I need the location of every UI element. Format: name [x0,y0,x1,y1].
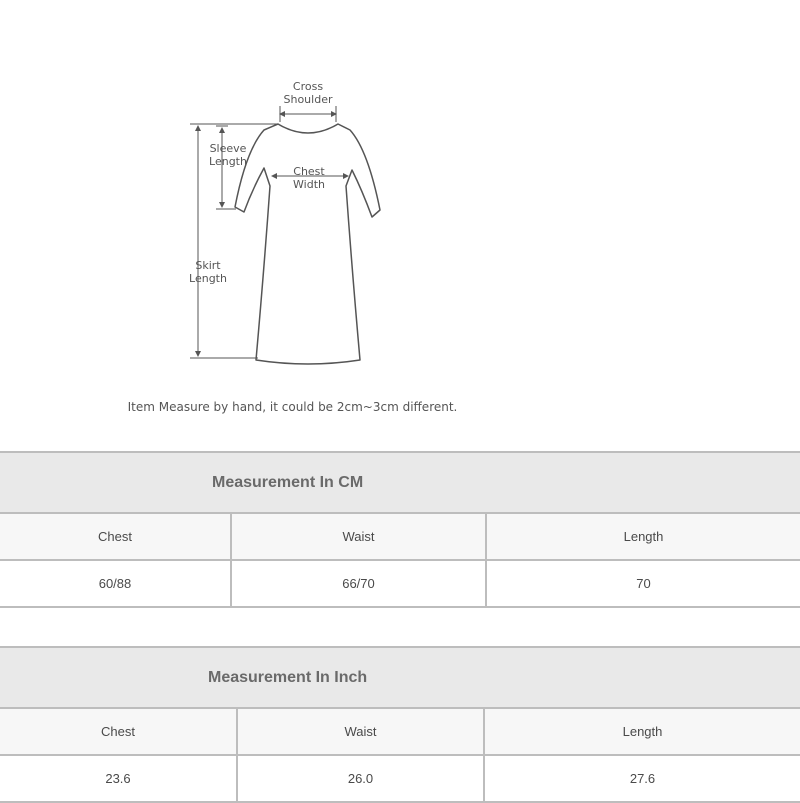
cell-waist: 26.0 [238,756,483,801]
column-header-waist: Waist [238,709,483,754]
measurement-table-inch [0,646,800,803]
column-header-length: Length [487,514,800,559]
cross-shoulder-label: Cross Shoulder [283,80,333,106]
measurement-table-cm [0,451,800,608]
table-title: Measurement In CM [0,453,800,512]
cell-chest: 60/88 [0,561,230,606]
cell-chest: 23.6 [0,756,236,801]
table-title: Measurement In Inch [0,648,800,707]
column-header-length: Length [485,709,800,754]
skirt-length-label: Skirt Length [189,259,227,285]
chest-width-label: Chest Width [293,165,325,191]
column-header-waist: Waist [232,514,485,559]
dress-outline [235,124,380,364]
cell-waist: 66/70 [232,561,485,606]
column-header-chest: Chest [0,709,236,754]
cell-length: 70 [487,561,800,606]
column-header-chest: Chest [0,514,230,559]
measure-note: Item Measure by hand, it could be 2cm~3cm different. [127,400,458,414]
sleeve-length-label: Sleeve Length [209,142,247,168]
cell-length: 27.6 [485,756,800,801]
